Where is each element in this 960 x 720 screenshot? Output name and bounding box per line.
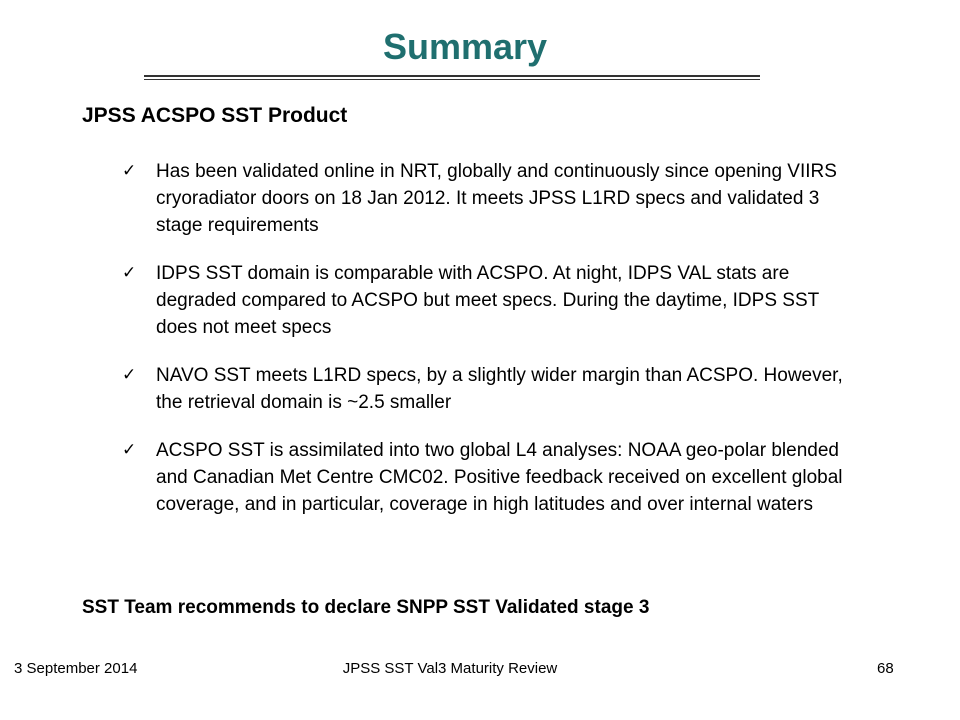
footer-date: 3 September 2014 xyxy=(14,660,138,677)
bullet-text: ACSPO SST is assimilated into two global L4 analyses: NOAA geo-polar blended and Canadian Met Centre CMC02. Positive feedback received on excellent global coverage, and in particular, coverage in high latitudes and over internal waters xyxy=(156,440,843,515)
check-icon: ✓ xyxy=(122,161,137,181)
footer-title: JPSS SST Val3 Maturity Review xyxy=(342,660,558,677)
page-number: 68 xyxy=(877,660,894,677)
bullet-text: Has been validated online in NRT, globally and continuously since opening VIIRS cryoradiator doors on 18 Jan 2012. It meets JPSS L1RD specs and validated 3 stage requirements xyxy=(156,161,837,236)
recommendation-text: SST Team recommends to declare SNPP SST Validated stage 3 xyxy=(82,597,650,618)
title-divider xyxy=(144,75,760,80)
bullet-text: NAVO SST meets L1RD specs, by a slightly wider margin than ACSPO. However, the retrieval domain is ~2.5 smaller xyxy=(156,365,843,413)
bullet-item xyxy=(122,260,862,341)
bullet-list xyxy=(122,158,862,539)
bullet-item xyxy=(122,362,862,416)
bullet-item xyxy=(122,437,862,518)
check-icon: ✓ xyxy=(122,263,137,283)
bullet-text: IDPS SST domain is comparable with ACSPO. At night, IDPS VAL stats are degraded compared to ACSPO but meet specs. During the daytime, IDPS SST does not meet specs xyxy=(156,263,819,338)
check-icon: ✓ xyxy=(122,440,137,460)
section-heading: JPSS ACSPO SST Product xyxy=(82,104,348,127)
bullet-item xyxy=(122,158,862,239)
slide-title: Summary xyxy=(382,26,548,67)
check-icon: ✓ xyxy=(122,365,137,385)
